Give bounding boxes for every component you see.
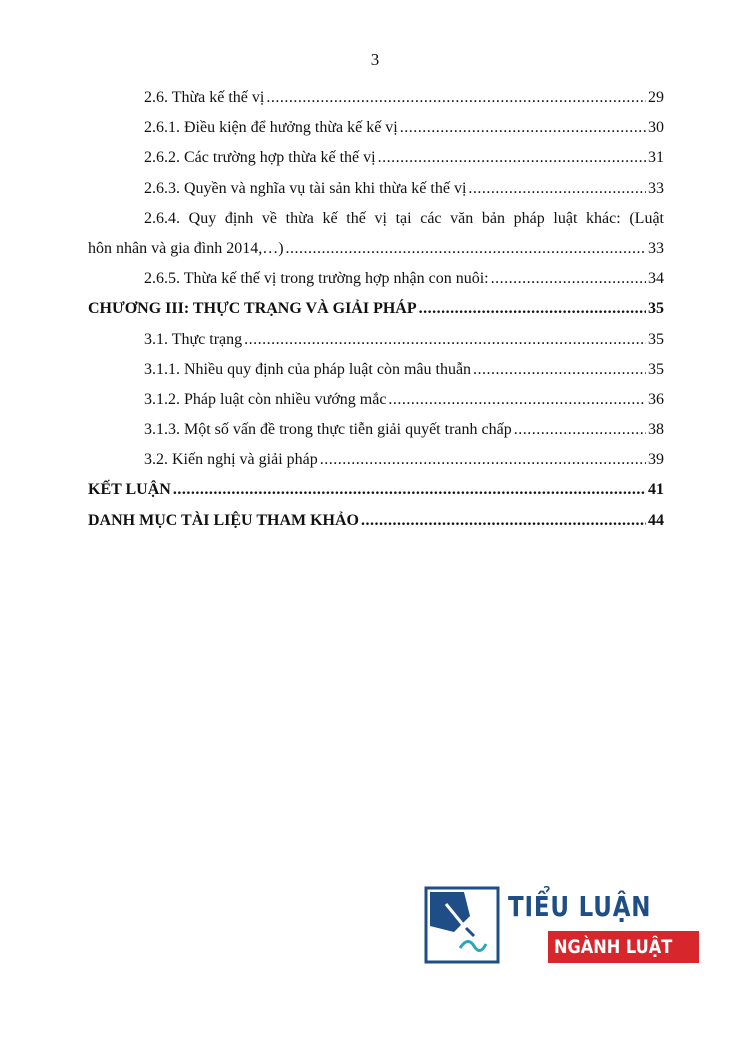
toc-entry-title: hôn nhân và gia đình 2014,…) — [88, 239, 284, 257]
toc-entry — [88, 331, 664, 361]
toc-leader-dots — [419, 300, 646, 318]
toc-entry-page: 35 — [648, 300, 664, 318]
toc-leader-dots — [473, 361, 646, 379]
toc-entry — [88, 451, 664, 481]
logo-subtitle — [548, 931, 699, 963]
toc-entry-page: 30 — [648, 119, 664, 137]
toc-entry — [88, 391, 664, 421]
toc-entry-title: 2.6.4. Quy định về thừa kế thế vị tại các văn bản pháp luật khác: (Luật — [144, 209, 664, 227]
toc-leader-dots — [388, 391, 646, 409]
toc-chapter-entry — [88, 300, 664, 330]
toc-entry-wrapped-first-line — [88, 210, 664, 240]
toc-entry-wrapped-second-line — [88, 240, 664, 270]
toc-entry-page: 41 — [648, 481, 664, 499]
table-of-contents — [88, 89, 664, 542]
toc-entry-page: 36 — [648, 390, 664, 408]
toc-entry-title: 3.2. Kiến nghị và giải pháp — [144, 451, 318, 469]
toc-entry-title: 3.1.1. Nhiều quy định của pháp luật còn mâu thuẫn — [144, 360, 472, 378]
toc-entry-title: KẾT LUẬN — [88, 481, 171, 499]
toc-leader-dots — [320, 451, 646, 469]
toc-leader-dots — [244, 331, 646, 349]
toc-leader-dots — [266, 89, 646, 107]
toc-entry-page: 34 — [648, 270, 664, 288]
toc-leader-dots — [361, 512, 646, 530]
toc-leader-dots — [173, 481, 646, 499]
toc-entry — [88, 180, 664, 210]
toc-entry-title: 3.1.3. Một số vấn đề trong thực tiễn giải quyết tranh chấp — [144, 421, 512, 439]
toc-entry-page: 38 — [648, 421, 664, 439]
toc-entry-page: 33 — [648, 239, 664, 257]
toc-entry-page: 31 — [648, 149, 664, 167]
toc-leader-dots — [468, 180, 646, 198]
toc-entry-title: 2.6.2. Các trường hợp thừa kế thế vị — [144, 149, 376, 167]
toc-leader-dots — [378, 149, 646, 167]
toc-entry-title: DANH MỤC TÀI LIỆU THAM KHẢO — [88, 511, 359, 529]
page-number: 3 — [370, 50, 380, 69]
toc-entry — [88, 149, 664, 179]
toc-entry-page: 33 — [648, 179, 664, 197]
toc-entry — [88, 89, 664, 119]
toc-entry-title: 2.6.3. Quyền và nghĩa vụ tài sản khi thừa kế thế vị — [144, 179, 467, 197]
toc-entry-title: 2.6.5. Thừa kế thế vị trong trường hợp nhận con nuôi: — [144, 270, 489, 288]
toc-entry-title: 3.1. Thực trạng — [144, 330, 243, 348]
toc-entry-page: 44 — [648, 511, 664, 529]
toc-entry-title: 2.6. Thừa kế thế vị — [144, 89, 265, 106]
logo-title: TIỂU LUẬN — [508, 890, 652, 923]
toc-entry — [88, 361, 664, 391]
pen-nib-icon — [424, 886, 500, 964]
toc-entry-page: 35 — [648, 360, 664, 378]
toc-entry-page: 29 — [648, 89, 664, 106]
toc-entry — [88, 421, 664, 451]
toc-entry-page: 35 — [648, 330, 664, 348]
toc-entry-title: CHƯƠNG III: THỰC TRẠNG VÀ GIẢI PHÁP — [88, 300, 417, 318]
toc-entry-page: 39 — [648, 451, 664, 469]
toc-entry-title: 2.6.1. Điều kiện để hưởng thừa kế kế vị — [144, 119, 398, 137]
logo-subtitle-text: NGÀNH LUẬT — [554, 936, 673, 958]
toc-leader-dots — [514, 421, 646, 439]
toc-entry — [88, 119, 664, 149]
toc-entry — [88, 270, 664, 300]
toc-entry-title: 3.1.2. Pháp luật còn nhiều vướng mắc — [144, 390, 387, 408]
toc-leader-dots — [491, 270, 646, 288]
toc-leader-dots — [286, 240, 646, 258]
brand-logo — [424, 886, 673, 966]
toc-leader-dots — [400, 119, 646, 137]
toc-chapter-entry — [88, 512, 664, 542]
toc-chapter-entry — [88, 481, 664, 511]
